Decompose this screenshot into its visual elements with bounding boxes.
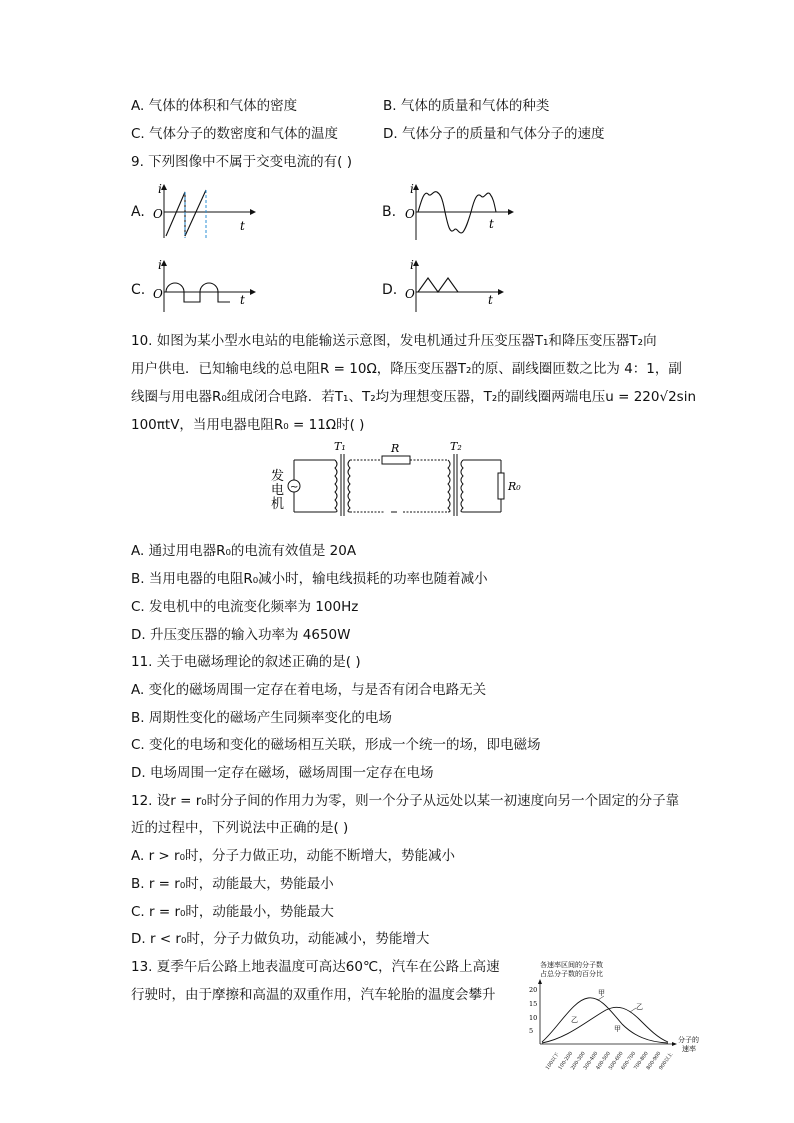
- q10-option-d: D. 升压变压器的输入功率为 4650W: [131, 627, 351, 643]
- q13-stem-line-2: 行驶时，由于摩擦和高温的双重作用，汽车轮胎的温度会攀升: [131, 987, 496, 1003]
- q13-x-label-2: 速率: [682, 1045, 696, 1053]
- q11-option-c: C. 变化的电场和变化的磁场相互关联，形成一个统一的场，即电磁场: [131, 737, 541, 753]
- q13-y-tick-label: 20: [529, 986, 538, 994]
- q13-x-tick-label: 800-900: [645, 1050, 663, 1072]
- svg-text:O: O: [405, 287, 415, 301]
- q13-x-tick-label: 200-300: [569, 1050, 587, 1072]
- q12-stem-line-2: 近的过程中，下列说法中正确的是( ): [131, 820, 349, 836]
- q10-option-a: A. 通过用电器R₀的电流有效值是 20A: [131, 543, 357, 559]
- svg-text:~: ~: [290, 482, 299, 493]
- q13-x-label-1: 分子的: [678, 1036, 699, 1044]
- q10-option-c: C. 发电机中的电流变化频率为 100Hz: [131, 599, 359, 615]
- q13-x-tick-label: 300-400: [582, 1050, 600, 1072]
- svg-text:i: i: [410, 182, 414, 196]
- q13-x-tick-label: 900以上: [658, 1051, 675, 1072]
- svg-text:t: t: [488, 293, 493, 307]
- q9-stem: 9. 下列图像中不属于交变电流的有( ): [131, 154, 352, 170]
- q12-option-c: C. r = r₀时，动能最小，势能最大: [131, 904, 334, 920]
- svg-text:i: i: [158, 258, 162, 272]
- q13-figure-title-2: 占总分子数的百分比: [540, 970, 603, 978]
- q9-graph-d: [402, 258, 512, 314]
- svg-text:O: O: [405, 207, 415, 221]
- q11-stem: 11. 关于电磁场理论的叙述正确的是( ): [131, 654, 361, 670]
- q10-stem-line-1: 10. 如图为某小型水电站的电能输送示意图，发电机通过升压变压器T₁和降压变压器T₂向: [131, 333, 657, 349]
- svg-text:t: t: [240, 219, 245, 233]
- q8-option-c: C. 气体分子的数密度和气体的温度: [131, 126, 339, 142]
- q11-option-d: D. 电场周围一定存在磁场，磁场周围一定存在电场: [131, 765, 434, 781]
- q13-curve-label-jia-inner: 甲: [614, 1025, 621, 1033]
- q9-graph-c: [150, 258, 260, 314]
- svg-text:t: t: [240, 293, 245, 307]
- svg-text:i: i: [158, 182, 162, 196]
- q12-option-d: D. r < r₀时，分子力做负功，动能减小，势能增大: [131, 931, 430, 947]
- q13-figure-title-1: 各速率区间的分子数: [540, 961, 603, 969]
- q9-option-a-label: A.: [131, 204, 145, 220]
- q9-graph-b: [402, 182, 522, 242]
- q13-stem-line-1: 13. 夏季午后公路上地表温度可高达60℃，汽车在公路上高速: [131, 959, 500, 975]
- svg-text:O: O: [153, 207, 163, 221]
- q13-x-tick-label: 500-600: [607, 1050, 625, 1072]
- svg-text:t: t: [489, 217, 494, 231]
- q13-curve-label-yi-inner: 乙: [571, 1016, 578, 1024]
- svg-text:T₁: T₁: [334, 440, 346, 453]
- q10-circuit-diagram: [265, 440, 535, 522]
- svg-text:i: i: [410, 258, 414, 272]
- svg-text:电: 电: [271, 483, 285, 498]
- q9-option-b-label: B.: [382, 204, 397, 220]
- q10-stem-line-2: 用户供电．已知输电线的总电阻R = 10Ω，降压变压器T₂的原、副线圈匝数之比为 4：1，副: [131, 361, 682, 377]
- q9-graph-a: [150, 182, 260, 242]
- q11-option-a: A. 变化的磁场周围一定存在着电场，与是否有闭合电路无关: [131, 682, 487, 698]
- q11-option-b: B. 周期性变化的磁场产生同频率变化的电场: [131, 710, 392, 726]
- q13-y-tick-label: 5: [529, 1027, 534, 1035]
- q13-speed-distribution-figure: [518, 958, 704, 1072]
- svg-text:发: 发: [271, 469, 285, 484]
- q13-curve-yi: [542, 1007, 668, 1043]
- q13-x-tick-label: 600-700: [620, 1050, 638, 1072]
- q12-option-a: A. r > r₀时，分子力做正功，动能不断增大，势能减小: [131, 848, 455, 864]
- svg-text:R: R: [391, 442, 400, 455]
- q13-x-tick-label: 700-800: [632, 1050, 650, 1072]
- q12-stem-line-1: 12. 设r = r₀时分子间的作用力为零，则一个分子从远处以某一初速度向另一个固定的分子靠: [131, 793, 680, 809]
- svg-text:R₀: R₀: [508, 480, 521, 493]
- q13-curve-label-yi: 乙: [636, 1003, 643, 1011]
- q13-y-tick-label: 10: [529, 1014, 538, 1022]
- q13-x-tick-label: 100-200: [557, 1050, 575, 1072]
- q8-option-d: D. 气体分子的质量和气体分子的速度: [383, 126, 605, 142]
- svg-text:O: O: [153, 287, 163, 301]
- q13-curve-label-jia: 甲: [598, 989, 605, 997]
- q9-option-d-label: D.: [382, 282, 398, 298]
- svg-text:机: 机: [271, 497, 285, 512]
- q13-y-tick-label: 15: [529, 1000, 538, 1008]
- q10-option-b: B. 当用电器的电阻R₀减小时，输电线损耗的功率也随着减小: [131, 571, 488, 587]
- q8-option-b: B. 气体的质量和气体的种类: [383, 98, 550, 114]
- q10-stem-line-4: 100πtV，当用电器电阻R₀ = 11Ω时( ): [131, 417, 365, 433]
- q8-option-a: A. 气体的体积和气体的密度: [131, 98, 298, 114]
- q12-option-b: B. r = r₀时，动能最大，势能最小: [131, 876, 334, 892]
- q9-option-c-label: C.: [131, 282, 146, 298]
- svg-text:T₂: T₂: [450, 440, 462, 453]
- q13-curve-jia: [542, 998, 668, 1043]
- q13-x-tick-label: 100以下: [544, 1051, 561, 1072]
- q10-stem-line-3: 线圈与用电器R₀组成闭合电路．若T₁、T₂均为理想变压器，T₂的副线圈两端电压u = 220√2sin: [131, 389, 697, 405]
- q13-x-tick-label: 400-500: [595, 1050, 612, 1072]
